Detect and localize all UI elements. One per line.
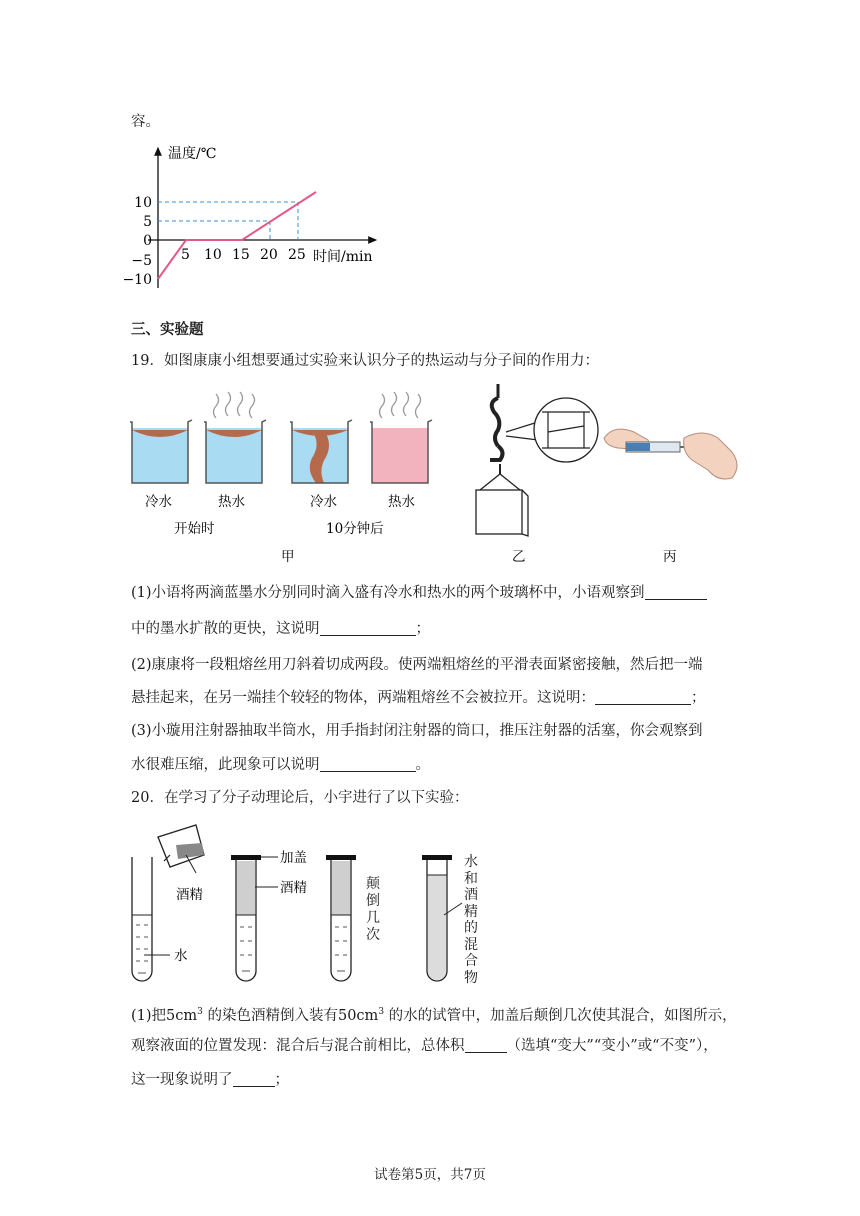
fuse-wire-apparatus (476, 384, 598, 536)
label-hot-water: 热水 (388, 494, 415, 510)
beaker-cold-after (290, 420, 352, 483)
question-19-stem: 19．如图康康小组想要通过实验来认识分子的热运动与分子间的作用力： (131, 353, 599, 369)
x-axis-label: 时间/min (313, 249, 373, 265)
q19-part2-line1: (2)康康将一段粗熔丝用刀斜着切成两段。使两端粗熔丝的平滑表面紧密接触，然后把一端 (131, 657, 703, 673)
question-20-stem: 20．在学习了分子动理论后，小宇进行了以下实验： (131, 790, 469, 806)
y-tick: 10 (134, 195, 152, 211)
punctuation: ； (415, 621, 430, 637)
q20-part1-line1 (131, 1002, 737, 1026)
answer-blank[interactable] (320, 619, 416, 636)
temperature-time-graph (118, 140, 388, 300)
answer-blank[interactable] (595, 688, 691, 705)
section-title: 三、实验题 (131, 321, 204, 338)
q20-part1-text: 观察液面的位置发现：混合后与混合前相比，总体积 (131, 1038, 465, 1054)
y-tick: 5 (143, 214, 152, 230)
label-cold-water: 冷水 (310, 494, 337, 510)
label-invert: 颠倒几次 (366, 876, 380, 943)
tube-inverted (326, 855, 356, 981)
label-cold-water: 冷水 (145, 494, 172, 510)
figure-19 (118, 380, 738, 570)
label-jia: 甲 (281, 549, 295, 565)
label-yi: 乙 (512, 549, 526, 565)
label-alcohol: 酒精 (280, 880, 307, 896)
punctuation: ； (691, 690, 706, 706)
page-footer: 试卷第5页，共7页 (374, 1167, 486, 1183)
x-tick: 15 (232, 247, 250, 263)
label-hot-water: 热水 (218, 494, 245, 510)
x-tick: 5 (181, 247, 190, 263)
q19-part3-text: 水很难压缩，此现象可以说明 (131, 757, 320, 773)
label-water: 水 (174, 948, 188, 964)
q20-part1-text: 这一现象说明了 (131, 1072, 233, 1088)
q20-part1-text: 的染色酒精倒入装有50cm (202, 1007, 379, 1024)
q20-part1-text: 的水的试管中，加盖后颠倒几次使其混合，如图所示， (384, 1007, 737, 1024)
q19-part1-text: 中的墨水扩散的更快，这说明 (131, 621, 320, 637)
superscript: 3 (197, 1007, 203, 1017)
temperature-curve (158, 192, 316, 279)
label-start: 开始时 (174, 521, 215, 537)
answer-blank[interactable] (233, 1070, 275, 1087)
punctuation: ； (274, 1072, 289, 1088)
q19-part1-line2 (131, 619, 430, 639)
beaker-hot-start (204, 392, 266, 483)
x-tick: 10 (204, 247, 222, 263)
q20-part1-line2 (131, 1036, 718, 1056)
q20-part1-text: （选填“变大”“变小”或“不变”）， (506, 1038, 718, 1054)
q19-part3-line2 (131, 755, 430, 775)
beaker-hot-after (370, 392, 432, 483)
superscript: 3 (378, 1007, 385, 1017)
answer-blank[interactable] (645, 583, 707, 600)
q19-part1-text: (1)小语将两滴蓝墨水分别同时滴入盛有冷水和热水的两个玻璃杯中，小语观察到 (131, 585, 645, 601)
tube-with-lid (231, 855, 278, 981)
q19-part1-line1 (131, 583, 707, 603)
label-after: 10分钟后 (326, 521, 384, 537)
answer-blank[interactable] (465, 1036, 507, 1053)
q20-part1-text: (1)把5cm (131, 1007, 198, 1024)
q20-part1-line3 (131, 1070, 289, 1090)
x-tick: 20 (260, 247, 278, 263)
label-alcohol: 酒精 (176, 887, 203, 903)
tube-mixture (422, 855, 462, 981)
beaker-cold-start (130, 420, 192, 483)
label-lid: 加盖 (280, 850, 307, 866)
y-tick: −10 (122, 272, 152, 288)
q19-part2-line2 (131, 688, 706, 708)
answer-blank[interactable] (320, 755, 416, 772)
punctuation: 。 (415, 757, 430, 773)
y-tick: −5 (131, 253, 152, 269)
text-fragment: 容。 (131, 114, 160, 130)
q19-part2-text: 悬挂起来，在另一端挂个较轻的物体，两端粗熔丝不会被拉开。这说明： (131, 690, 595, 706)
syringe-hands (604, 429, 737, 479)
q19-part3-line1: (3)小璇用注射器抽取半筒水，用手指封闭注射器的筒口，推压注射器的活塞，你会观察到 (131, 723, 703, 739)
figure-20 (118, 815, 518, 995)
y-tick: 0 (143, 233, 152, 249)
x-tick: 25 (288, 247, 306, 263)
label-bing: 丙 (663, 549, 677, 565)
tube-water (132, 825, 204, 981)
label-mixture: 水和酒精的混合物 (464, 854, 478, 986)
y-axis-label: 温度/℃ (168, 146, 217, 162)
